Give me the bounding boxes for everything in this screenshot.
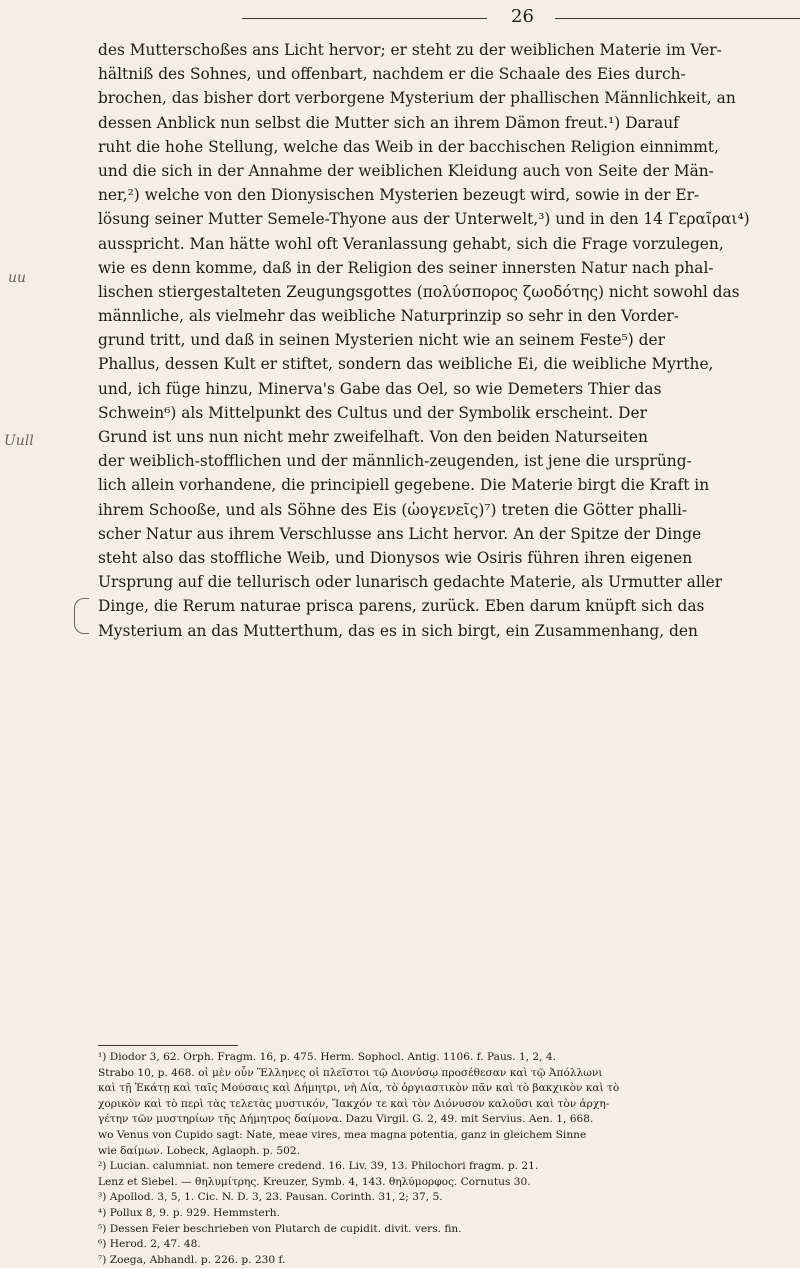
- text-line: ihrem Schooße, und als Söhne des Eis (ὠογενεῖς)⁷) treten die Götter phalli-: [98, 500, 688, 519]
- text-line: und, ich füge hinzu, Minerva's Gabe das Oel, so wie Demeters Thier das: [98, 379, 662, 398]
- footnote-line: Strabo 10, p. 468. οἱ μὲν οὖν Ἕλληνες οἱ πλεῖστοι τῷ Διονύσῳ προσέθεσαν καὶ τῷ Ἀπόλλωνι: [98, 1066, 603, 1079]
- text-line: ruht die hohe Stellung, welche das Weib in der bacchischen Religion einnimmt,: [98, 137, 719, 156]
- text-line: lischen stiergestalteten Zeugungsgottes (πολύσπορος ζωοδότης) nicht sowohl das: [98, 282, 740, 301]
- footnote-line: wie δαίμων. Lobeck, Aglaoph. p. 502.: [98, 1144, 300, 1157]
- footnote-line: wo Venus von Cupido sagt: Nate, meae vires, mea magna potentia, ganz in gleichem Sinne: [98, 1128, 587, 1141]
- text-line: ner,²) welche von den Dionysischen Mysterien bezeugt wird, sowie in der Er-: [98, 186, 700, 205]
- text-line: Mysterium an das Mutterthum, das es in sich birgt, ein Zusammenhang, den: [98, 621, 698, 640]
- text-line: Schwein⁶) als Mittelpunkt des Cultus und der Symbolik erscheint. Der: [98, 403, 647, 422]
- header-rule-right: [555, 18, 800, 19]
- margin-bracket-mark: [74, 598, 89, 634]
- footnotes: [98, 1050, 798, 1268]
- footnote-line: ⁷) Zoega, Abhandl. p. 226. p. 230 f.: [98, 1253, 286, 1266]
- text-line: hältniß des Sohnes, und offenbart, nachdem er die Schaale des Eies durch-: [98, 65, 686, 84]
- footnote-line: ⁶) Herod. 2, 47. 48.: [98, 1238, 201, 1251]
- page-number: 26: [511, 6, 534, 27]
- footnote-line: γέτην τῶν μυστηρίων τῆς Δήμητρος δαίμονα. Dazu Virgil. G. 2, 49. mit Servius. Aen. 1, 668.: [98, 1113, 594, 1126]
- text-line: Grund ist uns nun nicht mehr zweifelhaft. Von den beiden Naturseiten: [98, 428, 648, 446]
- text-line: grund tritt, und daß in seinen Mysterien nicht wie an seinem Feste⁵) der: [98, 331, 665, 350]
- text-line: ausspricht. Man hätte wohl oft Veranlassung gehabt, sich die Frage vorzulegen,: [98, 234, 724, 253]
- main-text: [98, 38, 798, 643]
- footnote-line: ¹) Diodor 3, 62. Orph. Fragm. 16, p. 475. Herm. Sophocl. Antig. 1106. f. Paus. 1, 2, 4.: [98, 1051, 557, 1063]
- footnote-line: καὶ τῇ Ἑκάτῃ καὶ ταῖς Μούσαις καὶ Δήμητρι, νὴ Δία, τὸ ὀργιαστικὸν πᾶν καὶ τὸ βακχικὸν καὶ τὸ: [98, 1082, 620, 1095]
- text-line: scher Natur aus ihrem Verschlusse ans Licht hervor. An der Spitze der Dinge: [98, 524, 702, 543]
- text-line: des Mutterschoßes ans Licht hervor; er steht zu der weiblichen Materie im Ver-: [98, 41, 722, 59]
- footnote-line: ⁴) Pollux 8, 9. p. 929. Hemmsterh.: [98, 1206, 281, 1219]
- footnote-line: χορικὸν καὶ τὸ περὶ τὰς τελετὰς μυστικόν, Ἴακχόν τε καὶ τὸν Διόνυσον καλοῦσι καὶ τὸν ἀρχη-: [98, 1097, 610, 1110]
- footnote-line: ⁵) Dessen Feier beschrieben von Plutarch de cupidit. divit. vers. fin.: [98, 1222, 462, 1235]
- margin-annotation: uu: [8, 270, 27, 286]
- text-line: der weiblich-stofflichen und der männlich-zeugenden, ist jene die ursprüng-: [98, 452, 692, 471]
- text-line: Ursprung auf die tellurisch oder lunarisch gedachte Materie, als Urmutter aller: [98, 573, 723, 592]
- text-line: brochen, das bisher dort verborgene Mysterium der phallischen Männlichkeit, an: [98, 89, 736, 108]
- footnote-line: ²) Lucian. calumniat. non temere credend. 16. Liv. 39, 13. Philochori fragm. p. 21.: [98, 1160, 539, 1173]
- footnote-rule: [98, 1045, 238, 1046]
- text-line: dessen Anblick nun selbst die Mutter sich an ihrem Dämon freut.¹) Darauf: [98, 113, 679, 132]
- text-line: wie es denn komme, daß in der Religion des seiner innersten Natur nach phal-: [98, 258, 714, 277]
- text-line: steht also das stoffliche Weib, und Dionysos wie Osiris führen ihren eigenen: [98, 548, 693, 567]
- text-line: lösung seiner Mutter Semele-Thyone aus der Unterwelt,³) und in den 14 Γεραῖραι⁴): [98, 210, 750, 229]
- footnote-line: ³) Apollod. 3, 5, 1. Cic. N. D. 3, 23. Pausan. Corinth. 31, 2; 37, 5.: [98, 1191, 443, 1204]
- margin-annotation: Uull: [4, 433, 34, 449]
- text-line: Phallus, dessen Kult er stiftet, sondern das weibliche Ei, die weibliche Myrthe,: [98, 355, 714, 374]
- text-line: Dinge, die Rerum naturae prisca parens, zurück. Eben darum knüpft sich das: [98, 597, 705, 616]
- text-line: und die sich in der Annahme der weiblichen Kleidung auch von Seite der Män-: [98, 161, 714, 180]
- header-rule-left: [242, 18, 487, 19]
- text-line: lich allein vorhandene, die principiell gegebene. Die Materie birgt die Kraft in: [98, 476, 710, 495]
- footnote-line: Lenz et Siebel. — θηλυμίτρης. Kreuzer, Symb. 4, 143. θηλύμορφος. Cornutus 30.: [98, 1175, 531, 1188]
- text-line: männliche, als vielmehr das weibliche Naturprinzip so sehr in den Vorder-: [98, 307, 679, 326]
